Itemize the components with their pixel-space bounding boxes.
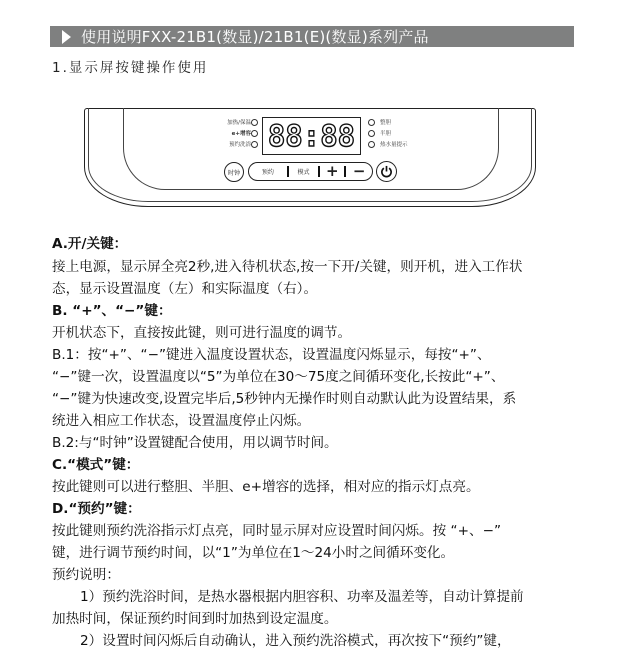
page-title: 使用说明FXX-21B1(数显)/21B1(E)(数显)系列产品 xyxy=(81,28,429,46)
heading-power-key: A.开/关键： xyxy=(52,236,128,252)
indicator-led-icon xyxy=(251,130,258,137)
indicator-label: 预约洗浴 xyxy=(228,142,251,148)
indicator-heating xyxy=(227,118,258,126)
reserve-button: 预约 xyxy=(261,169,274,176)
indicator-label: 整胆 xyxy=(380,120,392,126)
indicator-label: 加热/保温 xyxy=(227,120,251,126)
note-line: 1）预约洗浴时间，是热水器根据内胆容积、功率及温差等，自动计算提前 xyxy=(80,589,524,605)
right-indicator-group xyxy=(368,118,428,158)
paragraph-line: “−”键一次，设置温度以“5”为单位在30～75度之间循环变化,长按此“+”、 xyxy=(52,369,505,385)
paragraph-line: 态，显示设置温度（左）和实际温度（右）。 xyxy=(52,281,318,297)
indicator-reserve-bath xyxy=(229,140,258,148)
heading-mode-key: C.“模式”键： xyxy=(52,457,140,473)
indicator-led-icon xyxy=(368,119,375,126)
paragraph-line: 预约说明： xyxy=(52,567,120,583)
indicator-label: 热水量提示 xyxy=(380,142,408,148)
paragraph-line: “−”键为快速改变,设置完毕后,5秒钟内无操作时则自动默认此为设置结果，系 xyxy=(52,391,517,407)
lcd-display: 88:88 xyxy=(262,117,361,155)
button-strip xyxy=(248,162,373,181)
indicator-led-icon xyxy=(251,119,258,126)
plus-button: + xyxy=(326,162,339,180)
indicator-led-icon xyxy=(368,130,375,137)
paragraph-line: 开机状态下，直接按此键，则可进行温度的调节。 xyxy=(52,325,352,341)
indicator-full-tank xyxy=(368,118,391,126)
indicator-label: 半胆 xyxy=(380,131,392,137)
minus-button: − xyxy=(352,162,366,180)
power-icon xyxy=(380,165,393,178)
heading-plus-minus-key: B. “+”、“−”键： xyxy=(52,303,172,319)
indicator-led-icon xyxy=(368,141,375,148)
section-title: 1.显示屏按键操作使用 xyxy=(52,60,209,76)
note-line: 2）设置时间闪烁后自动确认，进入预约洗浴模式，再次按下“预约”键， xyxy=(80,633,511,649)
indicator-led-icon xyxy=(251,141,258,148)
indicator-half-tank xyxy=(368,129,391,137)
header-bar xyxy=(50,26,574,47)
paragraph-line: 键，进行调节预约时间，以“1”为单位在1～24小时之间循环变化。 xyxy=(52,545,455,561)
paragraph-line: 统进入相应工作状态，设置温度停止闪烁。 xyxy=(52,413,311,429)
paragraph-line: 接上电源，显示屏全亮2秒,进入待机状态,按一下开/关键，则开机，进入工作状 xyxy=(52,259,523,275)
mode-button: 模式 xyxy=(297,169,310,176)
indicator-label: e+增容 xyxy=(231,131,251,137)
paragraph-line: 按此键则预约洗浴指示灯点亮，同时显示屏对应设置时间闪烁。按 “+、−” xyxy=(52,523,501,539)
indicator-hot-water-level xyxy=(368,140,408,148)
power-button xyxy=(376,161,397,182)
play-triangle-icon xyxy=(62,30,71,44)
paragraph-line: 按此键则可以进行整胆、半胆、e+增容的选择，相对应的指示灯点亮。 xyxy=(52,479,480,495)
note-line: 加热时间，保证预约时间到时加热到设定温度。 xyxy=(52,611,338,627)
paragraph-line: B.1：按“+”、“−”键进入温度设置状态，设置温度闪烁显示，每按“+”、 xyxy=(52,347,491,363)
left-indicator-group xyxy=(200,118,258,158)
indicator-eplus xyxy=(232,129,258,137)
heading-reserve-key: D.“预约”键： xyxy=(52,501,141,517)
clock-button: 时钟 xyxy=(224,162,244,182)
paragraph-line: B.2:与“时钟”设置键配合使用，用以调节时间。 xyxy=(52,435,338,451)
